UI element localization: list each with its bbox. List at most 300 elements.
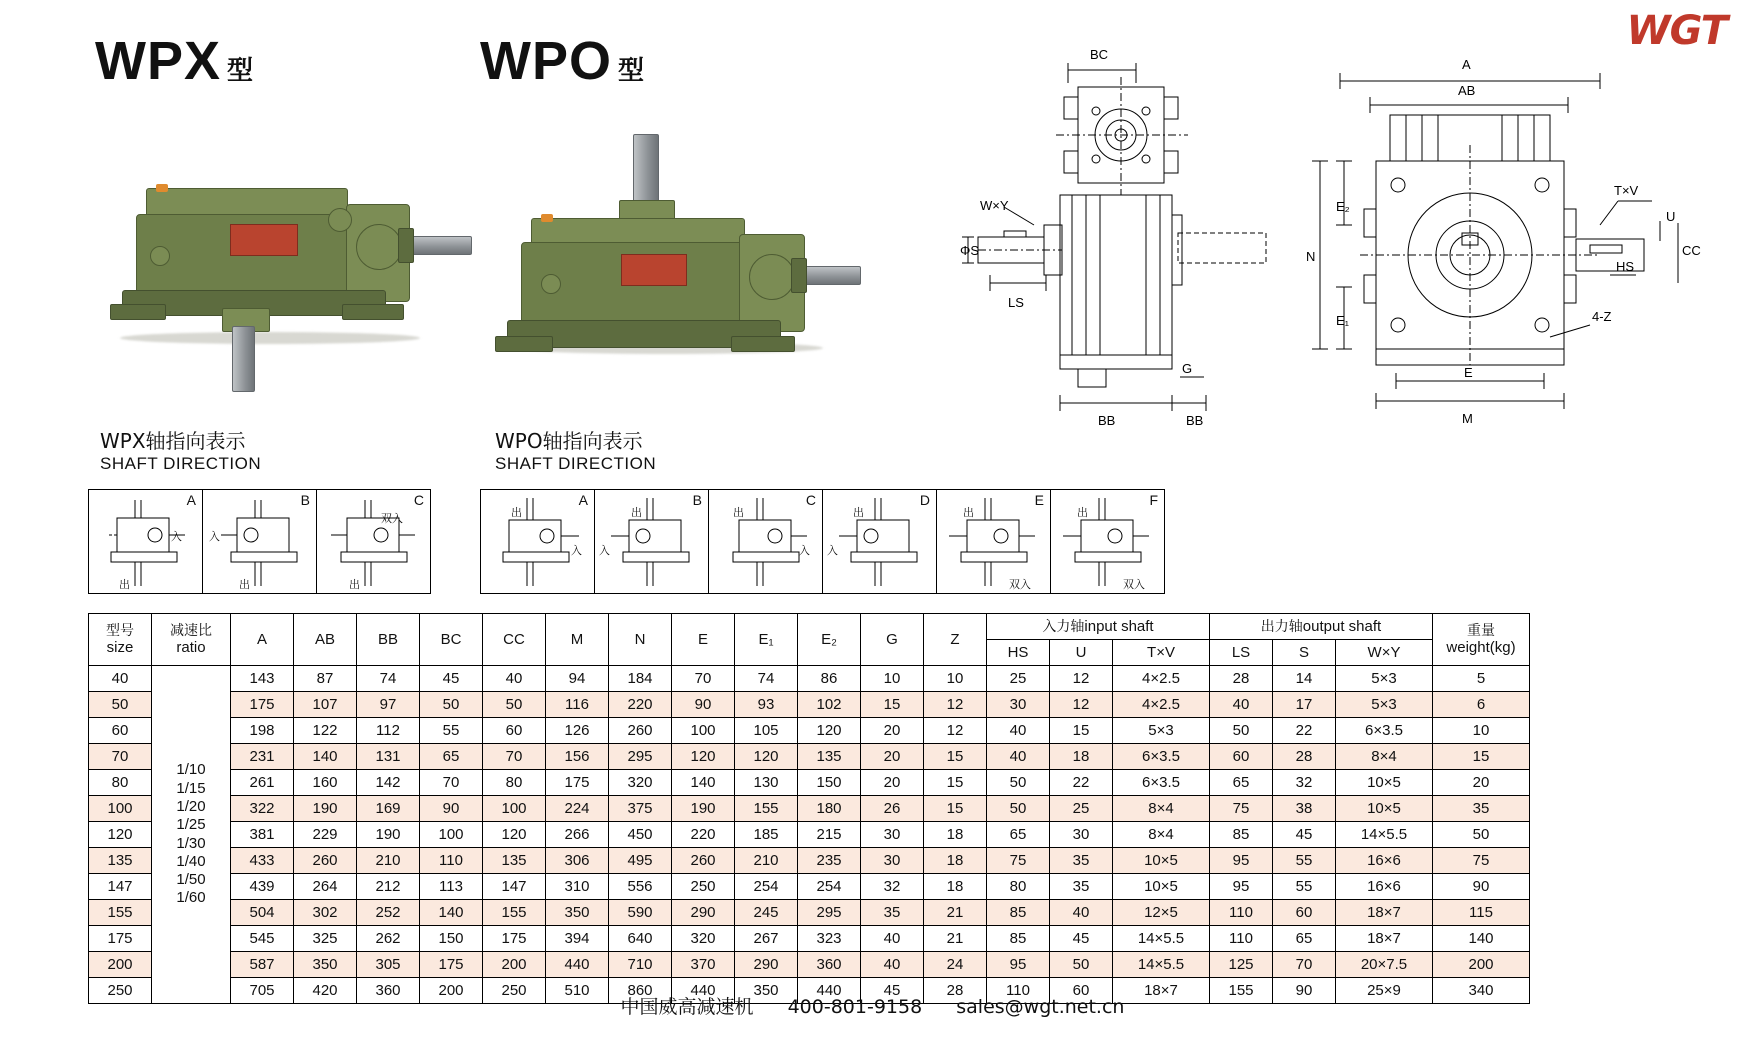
cell-s: 55: [1273, 874, 1336, 900]
header-tv: T×V: [1113, 640, 1210, 666]
wpx-dirbox-a-letter: A: [186, 492, 196, 508]
wpo-direction-box-e: [936, 489, 1051, 594]
cell-z: 24: [924, 952, 987, 978]
cell-z: 12: [924, 692, 987, 718]
cell-cc: 120: [483, 822, 546, 848]
table-row: [89, 666, 1530, 692]
cell-ab: 302: [294, 900, 357, 926]
cell-g: 40: [861, 926, 924, 952]
table-header-row-1: [89, 614, 1530, 640]
cell-wy: 5×3: [1336, 692, 1433, 718]
wpx-direction-box-b: [202, 489, 317, 594]
cell-e: 100: [672, 718, 735, 744]
cell-wy: 10×5: [1336, 796, 1433, 822]
wpx-dirbox-c-letter: C: [413, 492, 424, 508]
cell-ls: 60: [1210, 744, 1273, 770]
cell-hs: 110: [987, 978, 1050, 1004]
cell-z: 18: [924, 874, 987, 900]
cell-a: 705: [231, 978, 294, 1004]
header-input-group-cn: 入力轴: [1042, 618, 1085, 635]
cell-u: 12: [1050, 692, 1113, 718]
cell-hs: 50: [987, 770, 1050, 796]
cell-e1: 185: [735, 822, 798, 848]
table-row: [89, 926, 1530, 952]
cell-bb: 190: [357, 822, 420, 848]
cell-bc: 113: [420, 874, 483, 900]
wpo-dirbox-a-label-out: 出: [511, 506, 522, 519]
cell-wy: 25×9: [1336, 978, 1433, 1004]
header-ratio-cn: 减速比: [170, 622, 212, 639]
cell-ls: 125: [1210, 952, 1273, 978]
cell-ls: 110: [1210, 900, 1273, 926]
cell-bb: 97: [357, 692, 420, 718]
cell-ab: 350: [294, 952, 357, 978]
cell-bc: 50: [420, 692, 483, 718]
cell-bc: 150: [420, 926, 483, 952]
wpo-dirbox-e-label-in: 双入: [1009, 578, 1031, 591]
cell-wy: 10×5: [1336, 770, 1433, 796]
cell-u: 45: [1050, 926, 1113, 952]
cell-ab: 107: [294, 692, 357, 718]
header-output-group: [1210, 614, 1433, 640]
cell-ab: 87: [294, 666, 357, 692]
wpx-dirbox-a-label-out: 出: [119, 578, 130, 591]
cell-size: 100: [89, 796, 152, 822]
cell-hs: 75: [987, 848, 1050, 874]
cell-cc: 250: [483, 978, 546, 1004]
ratio-value: 1/10: [176, 761, 206, 779]
wpo-shaft-direction-cn: WPO轴指向表示: [495, 429, 643, 453]
cell-bb: 169: [357, 796, 420, 822]
cell-bb: 74: [357, 666, 420, 692]
wpx-direction-box-c: [316, 489, 431, 594]
header-m: M: [546, 614, 609, 666]
header-z: Z: [924, 614, 987, 666]
svg-text:AB: AB: [1458, 83, 1476, 98]
wpo-dirbox-b-letter: B: [692, 492, 702, 508]
cell-tv: 6×3.5: [1113, 744, 1210, 770]
cell-a: 261: [231, 770, 294, 796]
cell-ls: 40: [1210, 692, 1273, 718]
table-row: [89, 796, 1530, 822]
cell-u: 18: [1050, 744, 1113, 770]
cell-weight: 340: [1433, 978, 1530, 1004]
cell-ls: 28: [1210, 666, 1273, 692]
wpx-dirbox-c-label-out: 出: [349, 578, 360, 591]
cell-e2: 360: [798, 952, 861, 978]
wpx-dirbox-a-label-in: 入: [171, 530, 182, 543]
cell-hs: 40: [987, 744, 1050, 770]
cell-n: 295: [609, 744, 672, 770]
wpo-dirbox-f-label-in: 双入: [1123, 578, 1145, 591]
cell-s: 70: [1273, 952, 1336, 978]
cell-weight: 200: [1433, 952, 1530, 978]
header-wy: W×Y: [1336, 640, 1433, 666]
cell-weight: 15: [1433, 744, 1530, 770]
cell-z: 21: [924, 926, 987, 952]
cell-tv: 14×5.5: [1113, 952, 1210, 978]
cell-e2: 440: [798, 978, 861, 1004]
cell-cc: 200: [483, 952, 546, 978]
wpo-direction-box-f: [1050, 489, 1165, 594]
cell-weight: 140: [1433, 926, 1530, 952]
cell-m: 310: [546, 874, 609, 900]
wpx-product-photo: [110, 150, 460, 370]
cell-n: 590: [609, 900, 672, 926]
header-a: A: [231, 614, 294, 666]
cell-tv: 8×4: [1113, 796, 1210, 822]
wpo-dirbox-d-letter: D: [919, 492, 930, 508]
wpx-title-cn: 型: [227, 56, 254, 86]
wpo-direction-box-d: [822, 489, 937, 594]
cell-tv: 18×7: [1113, 978, 1210, 1004]
wpo-dirbox-c-label-out: 出: [733, 506, 744, 519]
cell-weight: 35: [1433, 796, 1530, 822]
footer-email: sales@wgt.net.cn: [956, 996, 1125, 1018]
cell-hs: 95: [987, 952, 1050, 978]
cell-n: 556: [609, 874, 672, 900]
ratio-value: 1/20: [176, 797, 206, 815]
cell-bb: 305: [357, 952, 420, 978]
cell-m: 116: [546, 692, 609, 718]
cell-bb: 112: [357, 718, 420, 744]
cell-weight: 20: [1433, 770, 1530, 796]
cell-e: 370: [672, 952, 735, 978]
svg-text:A: A: [1462, 57, 1471, 72]
cell-size: 50: [89, 692, 152, 718]
cell-tv: 6×3.5: [1113, 770, 1210, 796]
cell-m: 440: [546, 952, 609, 978]
cell-wy: 18×7: [1336, 900, 1433, 926]
header-ratio: [152, 614, 231, 666]
svg-text:ΦS: ΦS: [960, 243, 980, 258]
cell-size: 120: [89, 822, 152, 848]
ratio-value: 1/40: [176, 852, 206, 870]
cell-e: 190: [672, 796, 735, 822]
cell-z: 28: [924, 978, 987, 1004]
cell-s: 22: [1273, 718, 1336, 744]
header-size-en: size: [106, 639, 134, 657]
wpx-title-latin: WPX: [95, 31, 222, 91]
table-row: [89, 848, 1530, 874]
cell-u: 35: [1050, 874, 1113, 900]
cell-s: 55: [1273, 848, 1336, 874]
cell-m: 126: [546, 718, 609, 744]
cell-ab: 260: [294, 848, 357, 874]
cell-e1: 210: [735, 848, 798, 874]
cell-a: 175: [231, 692, 294, 718]
cell-size: 60: [89, 718, 152, 744]
cell-s: 17: [1273, 692, 1336, 718]
svg-text:T×V: T×V: [1614, 183, 1639, 198]
cell-e2: 295: [798, 900, 861, 926]
wpx-direction-box-a: [88, 489, 203, 594]
wpo-title-latin: WPO: [480, 31, 612, 91]
wpo-direction-box-c: [708, 489, 823, 594]
cell-e2: 254: [798, 874, 861, 900]
cell-e: 70: [672, 666, 735, 692]
cell-e2: 120: [798, 718, 861, 744]
header-n: N: [609, 614, 672, 666]
cell-wy: 16×6: [1336, 874, 1433, 900]
cell-n: 375: [609, 796, 672, 822]
cell-hs: 50: [987, 796, 1050, 822]
header-ls: LS: [1210, 640, 1273, 666]
header-cc: CC: [483, 614, 546, 666]
table-body: [89, 666, 1530, 1004]
header-bc: BC: [420, 614, 483, 666]
header-output-group-cn: 出力轴: [1260, 618, 1303, 635]
cell-tv: 14×5.5: [1113, 926, 1210, 952]
cell-ratio: [152, 666, 231, 1004]
cell-u: 12: [1050, 666, 1113, 692]
cell-g: 20: [861, 744, 924, 770]
svg-text:LS: LS: [1008, 295, 1024, 310]
cell-a: 545: [231, 926, 294, 952]
svg-text:BC: BC: [1090, 47, 1109, 62]
cell-z: 15: [924, 796, 987, 822]
wpo-dirbox-f-label-out: 出: [1077, 506, 1088, 519]
cell-wy: 16×6: [1336, 848, 1433, 874]
cell-e1: 130: [735, 770, 798, 796]
ratio-value: 1/30: [176, 834, 206, 852]
header-ab: AB: [294, 614, 357, 666]
cell-u: 35: [1050, 848, 1113, 874]
cell-wy: 18×7: [1336, 926, 1433, 952]
cell-g: 35: [861, 900, 924, 926]
wpo-dirbox-d-label-in: 入: [827, 544, 838, 557]
cell-m: 350: [546, 900, 609, 926]
cell-cc: 147: [483, 874, 546, 900]
page-footer: [0, 992, 1745, 1019]
header-e: E: [672, 614, 735, 666]
cell-a: 504: [231, 900, 294, 926]
cell-ls: 50: [1210, 718, 1273, 744]
svg-text:E₁: E₁: [1336, 313, 1350, 328]
cell-u: 22: [1050, 770, 1113, 796]
cell-ls: 95: [1210, 874, 1273, 900]
wpo-dirbox-f-letter: F: [1149, 492, 1158, 508]
cell-n: 260: [609, 718, 672, 744]
specification-table: [88, 613, 1530, 1004]
cell-wy: 20×7.5: [1336, 952, 1433, 978]
wpx-dirbox-c-label-in: 双入: [381, 512, 403, 525]
header-s: S: [1273, 640, 1336, 666]
cell-size: 250: [89, 978, 152, 1004]
cell-e2: 86: [798, 666, 861, 692]
header-weight-en: weight(kg): [1446, 639, 1516, 657]
cell-g: 40: [861, 952, 924, 978]
svg-text:G: G: [1182, 361, 1193, 376]
cell-tv: 12×5: [1113, 900, 1210, 926]
cell-e2: 235: [798, 848, 861, 874]
wpo-direction-box-b: [594, 489, 709, 594]
cell-bb: 262: [357, 926, 420, 952]
cell-n: 640: [609, 926, 672, 952]
cell-s: 32: [1273, 770, 1336, 796]
cell-hs: 85: [987, 900, 1050, 926]
wpx-shaft-direction-en: SHAFT DIRECTION: [100, 454, 262, 473]
cell-n: 220: [609, 692, 672, 718]
svg-text:U: U: [1666, 209, 1676, 224]
cell-e: 120: [672, 744, 735, 770]
technical-drawing-right: [1300, 25, 1720, 440]
cell-hs: 85: [987, 926, 1050, 952]
cell-ab: 190: [294, 796, 357, 822]
cell-e1: 267: [735, 926, 798, 952]
wpx-shaft-direction-caption: [100, 425, 261, 474]
header-u: U: [1050, 640, 1113, 666]
cell-s: 90: [1273, 978, 1336, 1004]
svg-text:W×Y: W×Y: [980, 198, 1009, 213]
cell-bc: 200: [420, 978, 483, 1004]
cell-m: 510: [546, 978, 609, 1004]
wpo-dirbox-b-label-out: 出: [631, 506, 642, 519]
cell-size: 155: [89, 900, 152, 926]
cell-e1: 290: [735, 952, 798, 978]
wpx-title: [95, 30, 253, 92]
cell-cc: 100: [483, 796, 546, 822]
cell-e1: 93: [735, 692, 798, 718]
cell-e: 220: [672, 822, 735, 848]
cell-g: 20: [861, 718, 924, 744]
cell-u: 40: [1050, 900, 1113, 926]
cell-size: 175: [89, 926, 152, 952]
ratio-value: 1/15: [176, 779, 206, 797]
wpo-shaft-direction-en: SHAFT DIRECTION: [495, 454, 657, 473]
cell-wy: 5×3: [1336, 666, 1433, 692]
footer-company: 中国威高减速机: [620, 996, 754, 1018]
cell-u: 30: [1050, 822, 1113, 848]
cell-bb: 360: [357, 978, 420, 1004]
cell-a: 381: [231, 822, 294, 848]
cell-wy: 14×5.5: [1336, 822, 1433, 848]
table-row: [89, 900, 1530, 926]
table-row: [89, 770, 1530, 796]
cell-z: 18: [924, 848, 987, 874]
cell-cc: 175: [483, 926, 546, 952]
cell-bc: 45: [420, 666, 483, 692]
cell-tv: 4×2.5: [1113, 692, 1210, 718]
cell-ab: 140: [294, 744, 357, 770]
cell-size: 200: [89, 952, 152, 978]
wpo-title-cn: 型: [618, 56, 645, 86]
cell-ls: 75: [1210, 796, 1273, 822]
cell-s: 65: [1273, 926, 1336, 952]
cell-a: 439: [231, 874, 294, 900]
cell-m: 224: [546, 796, 609, 822]
cell-u: 60: [1050, 978, 1113, 1004]
header-weight: [1433, 614, 1530, 666]
cell-s: 14: [1273, 666, 1336, 692]
cell-ls: 155: [1210, 978, 1273, 1004]
cell-g: 26: [861, 796, 924, 822]
cell-e2: 215: [798, 822, 861, 848]
cell-hs: 30: [987, 692, 1050, 718]
ratio-value: 1/25: [176, 816, 206, 834]
wpx-dirbox-b-label-out: 出: [239, 578, 250, 591]
wpo-dirbox-b-label-in: 入: [599, 544, 610, 557]
cell-ls: 110: [1210, 926, 1273, 952]
cell-weight: 115: [1433, 900, 1530, 926]
wpo-dirbox-a-letter: A: [578, 492, 588, 508]
cell-tv: 10×5: [1113, 848, 1210, 874]
cell-bb: 212: [357, 874, 420, 900]
table-head: [89, 614, 1530, 666]
cell-e2: 102: [798, 692, 861, 718]
cell-n: 320: [609, 770, 672, 796]
cell-z: 10: [924, 666, 987, 692]
table-row: [89, 744, 1530, 770]
cell-a: 231: [231, 744, 294, 770]
cell-m: 306: [546, 848, 609, 874]
cell-weight: 6: [1433, 692, 1530, 718]
svg-text:BB: BB: [1098, 413, 1116, 425]
cell-e1: 105: [735, 718, 798, 744]
cell-a: 198: [231, 718, 294, 744]
cell-e1: 350: [735, 978, 798, 1004]
cell-z: 18: [924, 822, 987, 848]
cell-m: 175: [546, 770, 609, 796]
cell-weight: 5: [1433, 666, 1530, 692]
cell-weight: 75: [1433, 848, 1530, 874]
svg-text:4-Z: 4-Z: [1592, 309, 1612, 324]
wpx-shaft-direction-cn: WPX轴指向表示: [100, 429, 246, 453]
cell-e: 140: [672, 770, 735, 796]
cell-bc: 65: [420, 744, 483, 770]
cell-e1: 120: [735, 744, 798, 770]
cell-n: 860: [609, 978, 672, 1004]
cell-s: 38: [1273, 796, 1336, 822]
wgt-logo: WGT: [1626, 8, 1727, 54]
cell-g: 30: [861, 848, 924, 874]
header-input-group-en: input shaft: [1084, 617, 1154, 635]
cell-bc: 70: [420, 770, 483, 796]
cell-size: 135: [89, 848, 152, 874]
ratio-value: 1/50: [176, 871, 206, 889]
cell-s: 28: [1273, 744, 1336, 770]
cell-bc: 110: [420, 848, 483, 874]
cell-ls: 65: [1210, 770, 1273, 796]
cell-ab: 264: [294, 874, 357, 900]
cell-e1: 155: [735, 796, 798, 822]
cell-tv: 10×5: [1113, 874, 1210, 900]
cell-bb: 131: [357, 744, 420, 770]
header-e2: E₂: [798, 614, 861, 666]
wpo-dirbox-c-letter: C: [805, 492, 816, 508]
cell-cc: 60: [483, 718, 546, 744]
cell-size: 40: [89, 666, 152, 692]
svg-text:BB: BB: [1186, 413, 1204, 425]
cell-tv: 8×4: [1113, 822, 1210, 848]
cell-cc: 135: [483, 848, 546, 874]
cell-bc: 55: [420, 718, 483, 744]
cell-e1: 254: [735, 874, 798, 900]
table-row: [89, 952, 1530, 978]
svg-text:HS: HS: [1616, 259, 1635, 274]
wpo-title: [480, 30, 644, 92]
cell-s: 60: [1273, 900, 1336, 926]
svg-text:E₂: E₂: [1336, 199, 1350, 214]
cell-e: 440: [672, 978, 735, 1004]
cell-size: 147: [89, 874, 152, 900]
cell-e2: 180: [798, 796, 861, 822]
wpo-product-photo: [495, 130, 855, 380]
cell-m: 266: [546, 822, 609, 848]
cell-n: 710: [609, 952, 672, 978]
cell-cc: 70: [483, 744, 546, 770]
header-g: G: [861, 614, 924, 666]
